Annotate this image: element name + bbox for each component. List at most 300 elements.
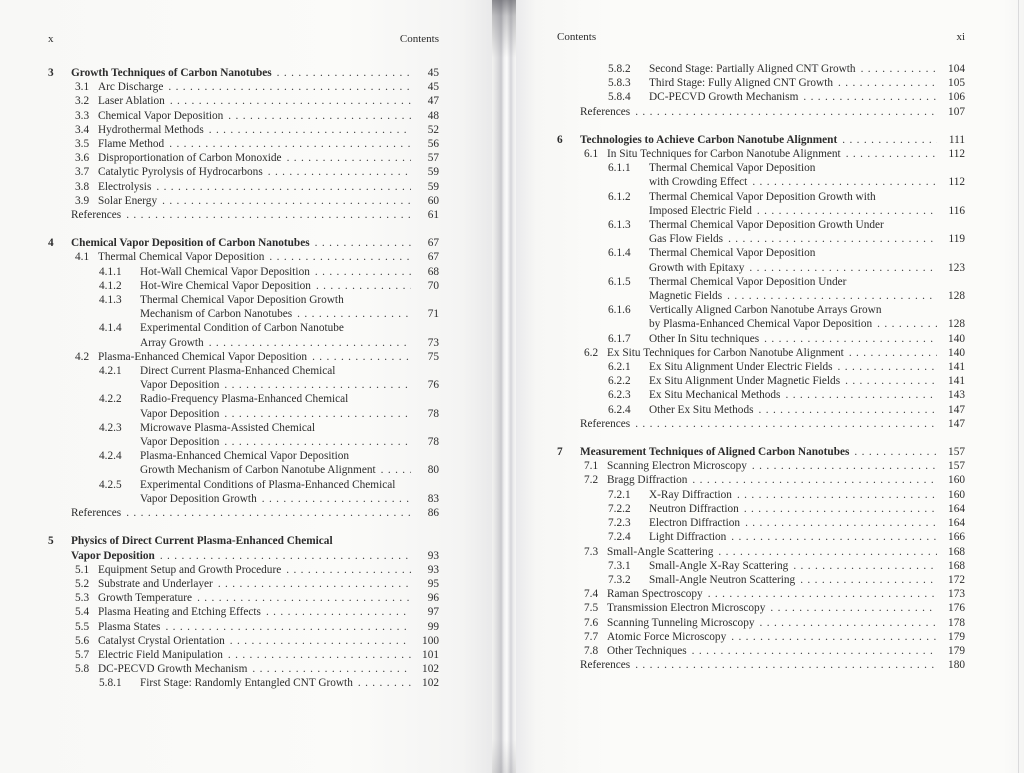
toc-line <box>557 559 965 573</box>
toc-entry-number: 6.1.3 <box>608 219 631 232</box>
toc-page-ref: 147 <box>948 403 965 416</box>
toc-entry-title: Substrate and Underlayer <box>98 577 213 590</box>
toc-page-ref: 123 <box>948 261 965 274</box>
toc-entry <box>48 648 439 662</box>
toc-entry <box>48 605 439 619</box>
toc-line <box>557 190 965 204</box>
toc-entry-title: with Crowding Effect <box>649 176 748 189</box>
toc-line <box>48 66 439 80</box>
toc-page-ref: 45 <box>427 81 439 94</box>
dot-leader <box>759 403 938 417</box>
toc-entry <box>557 403 965 417</box>
toc-page-ref: 141 <box>948 375 965 388</box>
toc-entry-title: Thermal Chemical Vapor Deposition Growth with <box>649 190 876 203</box>
toc-entry-number: 7 <box>557 446 563 459</box>
toc-page-ref: 57 <box>427 152 439 165</box>
toc-entry-number: 3.1 <box>75 81 90 94</box>
toc-line <box>48 648 439 662</box>
toc-page-ref: 73 <box>427 336 439 349</box>
dot-leader <box>228 109 411 123</box>
toc-entry-title: Physics of Direct Current Plasma-Enhanced Chemical <box>71 535 333 548</box>
toc-line <box>48 378 439 392</box>
toc-line <box>48 392 439 406</box>
toc-line <box>557 261 965 275</box>
toc-line <box>48 180 439 194</box>
toc-entry-title: Plasma Heating and Etching Effects <box>98 606 261 619</box>
toc-line <box>48 250 439 264</box>
dot-leader <box>266 605 411 619</box>
toc-entry <box>557 332 965 346</box>
dot-leader <box>160 549 411 563</box>
toc-entry-title: X-Ray Diffraction <box>649 488 732 501</box>
toc-page-ref: 52 <box>427 123 439 136</box>
dot-leader <box>692 473 937 487</box>
toc-chapter-entry <box>48 66 439 80</box>
toc-line <box>557 587 965 601</box>
dot-leader <box>718 545 937 559</box>
toc-entry <box>557 473 965 487</box>
toc-entry-number: 6.2.4 <box>608 403 631 416</box>
toc-entry-number: 4.1.3 <box>99 294 122 307</box>
toc-page-ref: 107 <box>948 105 965 118</box>
toc-entry-number: 4.2.5 <box>99 478 122 491</box>
toc-entry-number: 3.8 <box>75 180 90 193</box>
toc-line <box>48 449 439 463</box>
dot-leader <box>224 407 411 421</box>
toc-chapter-entry <box>557 133 965 147</box>
dot-leader <box>793 559 937 573</box>
toc-entry-title: References <box>71 209 122 222</box>
toc-entry-title: Thermal Chemical Vapor Deposition <box>98 251 265 264</box>
toc-entry-number: 3 <box>48 67 54 79</box>
toc-entry <box>557 658 965 672</box>
toc-line <box>557 616 965 630</box>
toc-page-ref: 67 <box>427 251 439 264</box>
toc-entry <box>557 346 965 360</box>
toc-page-left <box>0 0 492 773</box>
dot-leader <box>209 123 411 137</box>
toc-entry-number: 6.2 <box>584 346 599 359</box>
toc-page-ref: 102 <box>422 677 439 690</box>
toc-page-ref: 157 <box>948 460 965 473</box>
toc-line <box>48 321 439 335</box>
dot-leader <box>269 250 411 264</box>
toc-entry-title: References <box>580 105 631 118</box>
toc-line <box>557 374 965 388</box>
toc-line <box>557 289 965 303</box>
toc-entry-number: 6.1 <box>584 148 599 161</box>
toc-line <box>48 407 439 421</box>
toc-entry <box>48 392 439 420</box>
toc-entry <box>48 662 439 676</box>
toc-entry-title: Experimental Condition of Carbon Nanotube <box>140 322 344 335</box>
toc-entry <box>48 421 439 449</box>
dot-leader <box>803 90 937 104</box>
running-head-left: Contents <box>399 33 439 45</box>
toc-line <box>48 336 439 350</box>
toc-entry <box>557 388 965 402</box>
toc-entry <box>557 90 965 104</box>
dot-leader <box>842 133 937 147</box>
dot-leader <box>749 261 937 275</box>
toc-line <box>557 403 965 417</box>
toc-entry-number: 7.4 <box>584 588 599 601</box>
toc-page-ref: 119 <box>948 233 965 246</box>
toc-page-ref: 140 <box>948 346 965 359</box>
toc-entry <box>557 530 965 544</box>
toc-entry-title: Light Diffraction <box>649 531 727 544</box>
dot-leader <box>209 336 411 350</box>
toc-line <box>557 530 965 544</box>
toc-entry <box>557 459 965 473</box>
toc-entry <box>557 545 965 559</box>
toc-line <box>48 94 439 108</box>
toc-entry-title: Small-Angle Scattering <box>607 545 714 558</box>
toc-line <box>48 662 439 676</box>
toc-entry-number: 7.2.1 <box>608 488 631 501</box>
toc-entry-title: Imposed Electric Field <box>649 204 752 217</box>
toc-entry-number: 6 <box>557 133 563 146</box>
toc-entry-title: In Situ Techniques for Carbon Nanotube Alignment <box>607 148 841 161</box>
toc-line <box>48 676 439 690</box>
dot-leader <box>162 194 411 208</box>
toc-entry-title: Growth Mechanism of Carbon Nanotube Alignment <box>140 464 376 477</box>
toc-section <box>48 236 439 520</box>
toc-entry <box>557 62 965 76</box>
dot-leader <box>228 648 411 662</box>
toc-entry-title: Laser Ablation <box>98 95 165 108</box>
toc-line <box>48 577 439 591</box>
toc-entry-number: 6.1.4 <box>608 247 631 260</box>
dot-leader <box>268 165 411 179</box>
toc-line <box>557 545 965 559</box>
dot-leader <box>126 506 411 520</box>
toc-chapter-entry <box>48 534 439 562</box>
toc-page-ref: 147 <box>948 417 965 430</box>
toc-entry <box>48 449 439 477</box>
toc-line <box>557 246 965 260</box>
toc-page-ref: 67 <box>427 237 439 250</box>
toc-entry-number: 6.1.6 <box>608 304 631 317</box>
toc-page-ref: 173 <box>948 588 965 601</box>
gutter-shadow <box>492 0 516 773</box>
toc-entry <box>48 250 439 264</box>
dot-leader <box>692 644 937 658</box>
toc-line <box>557 630 965 644</box>
toc-section <box>557 133 965 431</box>
toc-entry-title: Microwave Plasma-Assisted Chemical <box>140 421 316 434</box>
toc-entry <box>557 630 965 644</box>
toc-entry-title: Catalyst Crystal Orientation <box>98 634 225 647</box>
toc-entry-number: 3.9 <box>75 194 90 207</box>
toc-entry-number: 4.2.4 <box>99 450 122 463</box>
toc-entry <box>557 587 965 601</box>
dot-leader <box>846 147 937 161</box>
toc-page-ref: 166 <box>948 531 965 544</box>
toc-line <box>557 332 965 346</box>
dot-leader <box>800 573 937 587</box>
toc-entry-number: 6.1.7 <box>608 332 631 345</box>
dot-leader <box>845 374 937 388</box>
toc-entry-title: Solar Energy <box>98 194 158 207</box>
toc-entry <box>48 350 439 364</box>
dot-leader <box>297 307 411 321</box>
toc-entry-title: Transmission Electron Microscopy <box>607 602 766 615</box>
toc-page-ref: 102 <box>422 663 439 676</box>
toc-line <box>557 105 965 119</box>
toc-entry <box>557 616 965 630</box>
toc-page-ref: 86 <box>427 507 439 520</box>
toc-page-ref: 179 <box>948 644 965 657</box>
toc-line <box>557 601 965 615</box>
dot-leader <box>737 488 937 502</box>
toc-entry-title: Flame Method <box>98 138 165 151</box>
toc-page-ref: 80 <box>427 464 439 477</box>
dot-leader <box>358 676 411 690</box>
toc-entry-title: Arc Discharge <box>98 81 164 94</box>
toc-entry-title: Equipment Setup and Growth Procedure <box>98 563 282 576</box>
toc-entry-title: Hot-Wall Chemical Vapor Deposition <box>140 265 310 278</box>
dot-leader <box>286 563 411 577</box>
toc-line <box>557 90 965 104</box>
toc-entry-title: Chemical Vapor Deposition of Carbon Nanotubes <box>71 237 310 250</box>
toc-entry <box>557 218 965 246</box>
toc-entry-number: 4.1 <box>75 251 90 264</box>
toc-page-ref: 128 <box>948 290 965 303</box>
toc-entry-number: 6.1.5 <box>608 275 631 288</box>
toc-entry-number: 5.3 <box>75 592 90 605</box>
toc-section <box>48 66 439 222</box>
toc-page-ref: 93 <box>427 549 439 562</box>
dot-leader <box>156 180 411 194</box>
toc-entry-number: 5.5 <box>75 620 90 633</box>
toc-entry-title: Electrolysis <box>98 180 152 193</box>
toc-chapter-entry <box>48 236 439 250</box>
toc-entry-title: Growth Temperature <box>98 592 193 605</box>
toc-entry-title: Measurement Techniques of Aligned Carbon Nanotubes <box>580 446 850 459</box>
toc-entry-title: Ex Situ Alignment Under Electric Fields <box>649 361 833 374</box>
toc-entry-number: 6.2.2 <box>608 375 631 388</box>
toc-entry-number: 4.2.2 <box>99 393 122 406</box>
toc-page-ref: 172 <box>948 573 965 586</box>
dot-leader <box>854 445 937 459</box>
toc-page-ref: 78 <box>427 436 439 449</box>
toc-entry <box>557 147 965 161</box>
toc-entry-number: 5.1 <box>75 563 90 576</box>
toc-entry <box>557 488 965 502</box>
toc-entry-title: Small-Angle X-Ray Scattering <box>649 559 789 572</box>
toc-entry <box>48 321 439 349</box>
toc-entry-title: Vapor Deposition <box>71 549 155 562</box>
toc-entry-number: 6.1.2 <box>608 190 631 203</box>
toc-page-ref: 112 <box>948 148 965 161</box>
toc-entry-title: Plasma-Enhanced Chemical Vapor Deposition <box>98 350 308 363</box>
toc-line <box>48 123 439 137</box>
toc-section <box>557 62 965 119</box>
dot-leader <box>635 417 937 431</box>
toc-line <box>48 463 439 477</box>
toc-line <box>48 194 439 208</box>
toc-line <box>48 137 439 151</box>
toc-page-ref: 45 <box>427 67 439 79</box>
toc-page-ref: 70 <box>427 279 439 292</box>
toc-entry <box>557 601 965 615</box>
toc-line <box>48 591 439 605</box>
toc-line <box>48 350 439 364</box>
toc-entry-title: Growth with Epitaxy <box>649 261 745 274</box>
toc-page-ref: 157 <box>948 446 965 459</box>
toc-entry <box>48 563 439 577</box>
toc-entry-title: Plasma States <box>98 620 161 633</box>
dot-leader <box>315 265 411 279</box>
toc-page-ref: 76 <box>427 379 439 392</box>
toc-entry <box>557 644 965 658</box>
toc-page-ref: 99 <box>427 620 439 633</box>
toc-page-ref: 59 <box>427 180 439 193</box>
toc-entry <box>48 180 439 194</box>
toc-entry-number: 7.3.2 <box>608 573 631 586</box>
toc-entry <box>557 105 965 119</box>
toc-entry <box>557 559 965 573</box>
toc-page-ref: 179 <box>948 630 965 643</box>
toc-entry-title: References <box>71 507 122 520</box>
toc-page-ref: 78 <box>427 407 439 420</box>
toc-entry <box>48 279 439 293</box>
toc-entry-number: 4.1.2 <box>99 279 122 292</box>
toc-page-ref: 93 <box>427 563 439 576</box>
toc-entry-title: Gas Flow Fields <box>649 233 724 246</box>
toc-page-ref: 97 <box>427 606 439 619</box>
dot-leader <box>861 62 937 76</box>
toc-entry-title: Vapor Deposition <box>140 407 220 420</box>
running-head-right: Contents <box>557 31 597 43</box>
dot-leader <box>316 279 411 293</box>
toc-entry-title: Neutron Diffraction <box>649 502 739 515</box>
toc-entry-number: 5.6 <box>75 634 90 647</box>
toc-line <box>48 109 439 123</box>
toc-entry-title: Ex Situ Techniques for Carbon Nanotube Alignment <box>607 346 844 359</box>
toc-entry-title: Other Ex Situ Methods <box>649 403 754 416</box>
toc-page-ref: 56 <box>427 138 439 151</box>
toc-entry-title: Experimental Conditions of Plasma-Enhanced Chemical <box>140 478 396 491</box>
toc-entry-title: Magnetic Fields <box>649 290 723 303</box>
toc-line <box>48 165 439 179</box>
toc-entry-number: 4.2.1 <box>99 365 122 378</box>
toc-line <box>557 76 965 90</box>
toc-entry <box>557 502 965 516</box>
toc-entry-title: Mechanism of Carbon Nanotubes <box>140 308 293 321</box>
dot-leader <box>731 630 937 644</box>
toc-page-ref: 71 <box>427 308 439 321</box>
toc-entry-title: Small-Angle Neutron Scattering <box>649 573 796 586</box>
toc-line <box>48 279 439 293</box>
toc-line <box>557 516 965 530</box>
toc-line <box>557 459 965 473</box>
toc-page-ref: 59 <box>427 166 439 179</box>
toc-entry-number: 4.1.1 <box>99 265 122 278</box>
toc-entry-title: References <box>580 659 631 672</box>
toc-entry-number: 6.1.1 <box>608 162 631 175</box>
toc-page-ref: 168 <box>948 559 965 572</box>
toc-entry <box>48 676 439 690</box>
toc-page-ref: 112 <box>948 176 965 189</box>
toc-section <box>48 534 439 690</box>
page-edge-line <box>1018 0 1019 773</box>
toc-entry-title: Electron Diffraction <box>649 517 741 530</box>
dot-leader <box>708 587 937 601</box>
toc-entry-number: 6.2.1 <box>608 361 631 374</box>
toc-entry-number: 7.3 <box>584 545 599 558</box>
toc-page-ref: 164 <box>948 502 965 515</box>
toc-line <box>557 133 965 147</box>
dot-leader <box>727 289 937 303</box>
toc-line <box>48 605 439 619</box>
toc-entry-number: 7.1 <box>584 460 599 473</box>
toc-entry-number: 3.3 <box>75 109 90 122</box>
toc-entry-title: Vertically Aligned Carbon Nanotube Arrays Grown <box>649 304 882 317</box>
toc-entry-number: 5.8.2 <box>608 63 631 75</box>
toc-entry-number: 7.8 <box>584 644 599 657</box>
toc-entry <box>557 360 965 374</box>
toc-entry-title: Scanning Electron Microscopy <box>607 460 747 473</box>
toc-entry-number: 5.8.3 <box>608 77 631 90</box>
dot-leader <box>760 616 938 630</box>
toc-line <box>557 275 965 289</box>
toc-line <box>48 634 439 648</box>
toc-entry-title: Ex Situ Alignment Under Magnetic Fields <box>649 375 841 388</box>
toc-entry <box>48 151 439 165</box>
toc-line <box>557 175 965 189</box>
toc-entry <box>557 76 965 90</box>
toc-chapter-entry <box>557 445 965 459</box>
dot-leader <box>838 76 937 90</box>
toc-entry <box>48 506 439 520</box>
toc-entry-title: Vapor Deposition Growth <box>140 492 257 505</box>
toc-entry-number: 3.5 <box>75 138 90 151</box>
toc-entry-number: 7.2.2 <box>608 502 631 515</box>
toc-entry-title: DC-PECVD Growth Mechanism <box>649 91 799 104</box>
dot-leader <box>752 175 937 189</box>
dot-leader <box>785 388 937 402</box>
toc-line <box>557 346 965 360</box>
dot-leader <box>169 137 411 151</box>
toc-line <box>557 204 965 218</box>
toc-line <box>557 644 965 658</box>
toc-entry-title: Other In Situ techniques <box>649 332 760 345</box>
toc-line <box>557 417 965 431</box>
toc-line <box>48 364 439 378</box>
page-header-left <box>48 32 439 46</box>
dot-leader <box>218 577 411 591</box>
dot-leader <box>838 360 937 374</box>
toc-line <box>48 421 439 435</box>
toc-entry-title: Raman Spectroscopy <box>607 588 703 601</box>
toc-page-ref: 176 <box>948 602 965 615</box>
toc-entry <box>48 80 439 94</box>
toc-entry-number: 4.1.4 <box>99 322 122 335</box>
toc-entry <box>557 161 965 189</box>
toc-entry-title: by Plasma-Enhanced Chemical Vapor Deposition <box>649 318 873 331</box>
toc-entry-title: Vapor Deposition <box>140 379 220 392</box>
toc-page-ref: 160 <box>948 488 965 501</box>
toc-page-ref: 128 <box>948 318 965 331</box>
toc-entry <box>48 109 439 123</box>
toc-entry-number: 4 <box>48 237 54 250</box>
toc-line <box>48 506 439 520</box>
toc-entry-number: 7.2 <box>584 474 599 487</box>
toc-page-ref: 95 <box>427 577 439 590</box>
toc-entry <box>48 364 439 392</box>
